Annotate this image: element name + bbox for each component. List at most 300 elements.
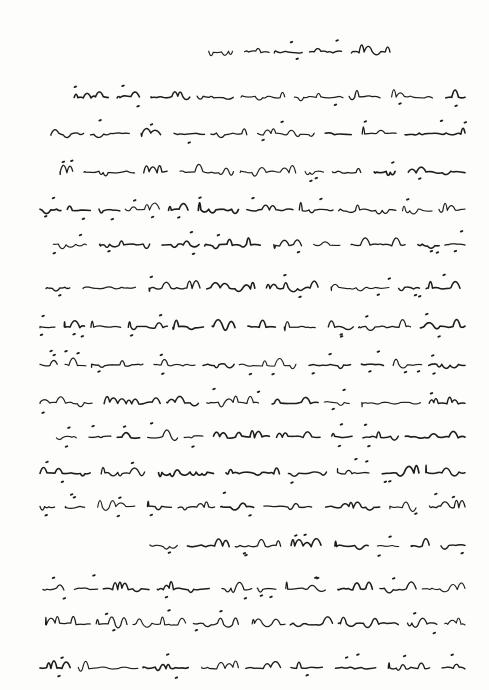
diacritic-dot (434, 633, 436, 634)
diacritic-dot (50, 351, 52, 352)
handwritten-word (91, 133, 130, 138)
handwritten-line (150, 535, 465, 556)
diacritic-dot (346, 657, 348, 658)
diacritic-dot (461, 231, 463, 232)
handwritten-word (445, 618, 465, 625)
handwritten-line (40, 459, 465, 483)
handwritten-word (125, 203, 159, 211)
handwritten-line (43, 575, 465, 599)
diacritic-dot (415, 513, 417, 514)
diacritic-dot (455, 251, 457, 252)
diacritic-dot (304, 535, 306, 536)
diacritic-dot (272, 374, 274, 375)
diacritic-dot (137, 106, 139, 107)
diacritic-dot (335, 105, 337, 106)
handwritten-word (128, 322, 167, 330)
handwritten-word (266, 281, 318, 292)
diacritic-dot (122, 86, 124, 87)
handwritten-word (211, 129, 247, 138)
handwritten-word (305, 171, 324, 174)
handwritten-word (99, 209, 120, 213)
diacritic-dot (393, 578, 395, 579)
diacritic-dot (59, 295, 61, 296)
handwritten-word (197, 96, 233, 99)
handwritten-word (148, 430, 178, 440)
diacritic-dot (42, 316, 44, 317)
diacritic-dot (199, 197, 201, 198)
diacritic-dot (66, 446, 68, 447)
diacritic-dot (71, 161, 73, 162)
diacritic-dot (62, 482, 64, 483)
diacritic-dot (151, 423, 153, 424)
handwritten-word (65, 358, 86, 366)
diacritic-dot (45, 216, 47, 217)
diacritic-dot (385, 482, 387, 483)
diacritic-dot (75, 87, 77, 88)
diacritic-dot (244, 553, 246, 554)
handwritten-word (405, 431, 465, 438)
handwritten-word (338, 582, 373, 590)
handwritten-word (241, 92, 285, 100)
handwritten-word (288, 472, 326, 476)
handwritten-word (411, 539, 429, 547)
handwritten-word (331, 284, 389, 290)
handwritten-word (40, 661, 70, 669)
diacritic-dot (167, 654, 169, 655)
handwritten-word (408, 167, 465, 174)
handwritten-word (338, 617, 398, 627)
diacritic-dot (169, 552, 171, 553)
handwritten-word (212, 320, 235, 331)
diacritic-dot (193, 254, 195, 255)
diacritic-dot (161, 355, 163, 356)
diacritic-dot (151, 277, 153, 278)
diacritic-dot (339, 446, 341, 447)
handwritten-word (78, 661, 138, 671)
handwritten-word (291, 539, 321, 547)
diacritic-dot (306, 675, 308, 676)
handwritten-word (326, 502, 380, 510)
handwritten-word (349, 91, 380, 100)
diacritic-dot (262, 140, 264, 141)
handwritten-line (40, 389, 465, 413)
diacritic-dot (93, 575, 95, 576)
handwritten-word (272, 397, 318, 404)
handwritten-word (351, 238, 405, 246)
handwritten-word (103, 582, 149, 591)
handwritten-word (151, 92, 190, 100)
diacritic-dot (431, 251, 433, 252)
handwritten-word (148, 501, 172, 509)
diacritic-dot (192, 446, 194, 447)
diacritic-dot (426, 314, 428, 315)
handwritten-word (274, 51, 302, 53)
handwritten-word (101, 468, 144, 476)
diacritic-dot (389, 536, 391, 537)
diacritic-dot (404, 656, 406, 657)
diacritic-dot (53, 198, 55, 199)
diacritic-dot (389, 278, 391, 279)
handwritten-word (117, 433, 139, 439)
diacritic-dot (320, 199, 322, 200)
diacritic-dot (53, 578, 55, 579)
handwritten-word (84, 171, 135, 176)
diacritic-dot (124, 426, 126, 427)
handwritten-word (91, 321, 121, 327)
diacritic-dot (407, 199, 409, 200)
handwritten-word (351, 45, 390, 55)
diacritic-dot (298, 252, 300, 253)
diacritic-dot (132, 463, 134, 464)
diacritic-dot (291, 42, 293, 43)
handwritten-word (314, 242, 340, 246)
handwritten-word (167, 396, 199, 405)
handwritten-word (328, 321, 353, 330)
handwritten-word (422, 583, 465, 592)
handwritten-line (53, 231, 465, 254)
handwritten-word (290, 617, 332, 627)
handwritten-line (46, 275, 460, 298)
diacritic-dot (451, 655, 453, 656)
handwritten-word (332, 169, 360, 174)
diacritic-dot (389, 481, 391, 482)
handwritten-word (40, 209, 61, 213)
handwritten-word (51, 130, 84, 138)
diacritic-dot (365, 121, 367, 122)
diacritic-dot (441, 121, 443, 122)
handwritten-word (284, 322, 315, 331)
diacritic-dot (162, 373, 164, 374)
diacritic-dot (191, 232, 193, 233)
handwritten-word (446, 90, 465, 98)
diacritic-dot (63, 162, 65, 163)
handwritten-word (439, 203, 465, 212)
diacritic-dot (336, 40, 338, 41)
diacritic-dot (433, 373, 435, 374)
handwritten-word (426, 282, 460, 289)
diacritic-dot (465, 122, 467, 123)
handwritten-word (339, 205, 396, 214)
diacritic-dot (299, 297, 301, 298)
diacritic-dot (134, 200, 136, 201)
diacritic-dot (343, 390, 345, 391)
diacritic-dot (245, 598, 247, 599)
handwritten-word (40, 467, 90, 475)
handwritten-word (214, 431, 270, 438)
handwritten-word (248, 320, 276, 327)
handwritten-word (187, 539, 229, 547)
handwritten-word (405, 128, 465, 135)
handwritten-word (429, 500, 465, 508)
handwritten-word (207, 283, 255, 292)
diacritic-dot (261, 595, 263, 596)
handwritten-word (98, 501, 135, 511)
handwritten-word (60, 165, 73, 174)
handwritten-word (89, 436, 111, 437)
diacritic-dot (245, 555, 247, 556)
handwritten-word (442, 664, 465, 669)
handwritten-word (96, 617, 127, 628)
handwritten-word (441, 545, 465, 549)
handwritten-word (40, 506, 55, 510)
diacritic-dot (108, 251, 110, 252)
handwritten-word (235, 539, 280, 546)
handwritten-word (198, 203, 238, 214)
handwritten-word (258, 129, 315, 137)
handwritten-word (64, 321, 84, 328)
handwritten-word (180, 164, 233, 175)
handwritten-word (209, 51, 233, 55)
handwritten-word (46, 616, 91, 624)
handwritten-word (359, 320, 411, 331)
diacritic-dot (74, 497, 76, 498)
diacritic-dot (218, 235, 220, 236)
handwritten-word (100, 241, 150, 248)
handwritten-word (332, 434, 352, 438)
diacritic-dot (312, 373, 314, 374)
diacritic-dot (368, 446, 370, 447)
handwritten-word (117, 92, 139, 98)
handwritten-word (178, 502, 215, 510)
diacritic-dot (46, 462, 48, 463)
handwritten-word (40, 360, 57, 365)
handwritten-word (390, 502, 416, 511)
handwritten-line (56, 423, 465, 447)
handwritten-line (40, 654, 465, 678)
handwritten-word (299, 203, 333, 213)
diacritic-dot (340, 334, 342, 335)
handwritten-word (246, 662, 281, 669)
diacritic-dot (73, 334, 75, 335)
handwritten-word (403, 206, 433, 214)
handwritten-word (43, 585, 64, 590)
diacritic-dot (378, 351, 380, 352)
handwritten-word (205, 238, 261, 249)
handwritten-word (144, 166, 167, 173)
diacritic-dot (196, 630, 198, 631)
handwritten-word (149, 281, 200, 292)
handwritten-word (310, 49, 342, 53)
handwritten-word (193, 618, 238, 627)
handwritten-word (221, 503, 254, 510)
diacritic-dot (99, 120, 101, 121)
handwritten-word (173, 320, 204, 329)
diacritic-dot (131, 335, 133, 336)
diacritic-dot (419, 296, 421, 297)
diacritic-dot (168, 610, 170, 611)
diacritic-dot (151, 124, 153, 125)
diacritic-dot (53, 355, 55, 356)
diacritic-dot (435, 494, 437, 495)
handwritten-word (363, 432, 398, 440)
diacritic-dot (41, 335, 43, 336)
handwritten-line (209, 40, 390, 59)
diacritic-dot (270, 597, 272, 598)
diacritic-dot (151, 515, 153, 516)
diacritic-dot (213, 389, 215, 390)
diacritic-dot (65, 351, 67, 352)
diacritic-dot (258, 392, 260, 393)
diacritic-dot (77, 353, 79, 354)
handwritten-word (324, 402, 349, 406)
diacritic-dot (392, 162, 394, 163)
handwritten-word (174, 133, 205, 134)
diacritic-dot (461, 553, 463, 554)
handwritten-word (74, 588, 97, 590)
handwritten-word (222, 582, 252, 592)
handwritten-word (247, 205, 293, 211)
handwritten-word (392, 90, 433, 98)
handwritten-word (150, 545, 177, 549)
handwritten-word (203, 364, 234, 368)
handwritten-word (184, 436, 203, 438)
handwritten-line (40, 351, 465, 375)
diacritic-dot (54, 253, 56, 254)
handwritten-word (336, 667, 376, 669)
handwritten-word (252, 619, 285, 627)
handwritten-word (445, 244, 465, 245)
handwritten-word (325, 133, 351, 135)
diacritic-dot (357, 654, 359, 655)
diacritic-dot (366, 316, 368, 317)
handwritten-word (291, 662, 322, 668)
diacritic-dot (152, 217, 154, 218)
diacritic-dot (112, 219, 114, 220)
handwritten-word (157, 582, 209, 593)
handwritten-word (286, 582, 326, 591)
handwritten-word (420, 320, 465, 329)
diacritic-dot (295, 535, 297, 536)
handwritten-word (309, 364, 351, 368)
handwritten-word (362, 402, 421, 407)
handwritten-word (56, 436, 76, 439)
handwritten-word (418, 244, 439, 248)
diacritic-dot (341, 424, 343, 425)
diacritic-dot (453, 497, 455, 498)
handwritten-word (65, 506, 84, 508)
diacritic-dot (252, 198, 254, 199)
handwritten-word (154, 359, 195, 365)
handwritten-word (207, 396, 259, 407)
diacritic-dot (160, 315, 162, 316)
handwritten-word (74, 92, 108, 98)
diacritic-dot (419, 178, 421, 179)
handwritten-word (374, 171, 395, 175)
handwritten-word (277, 432, 321, 438)
handwritten-word (141, 129, 160, 137)
diacritic-dot (378, 294, 380, 295)
diacritic-dot (284, 275, 286, 276)
handwritten-word (40, 397, 92, 407)
handwritten-word (426, 465, 465, 476)
diacritic-dot (405, 372, 407, 373)
handwritten-word (362, 127, 396, 134)
diacritic-dot (443, 275, 445, 276)
handwritten-word (380, 582, 416, 593)
diacritic-dot (437, 252, 439, 253)
diacritic-dot (118, 516, 120, 517)
diacritic-dot (98, 371, 100, 372)
diacritic-dot (341, 336, 343, 337)
diacritic-dot (365, 425, 367, 426)
diacritic-dot (431, 393, 433, 394)
diacritic-dot (113, 630, 115, 631)
diacritic-dot (281, 122, 283, 123)
diacritic-dot (310, 181, 312, 182)
handwritten-word (377, 546, 398, 547)
diacritic-dot (106, 614, 108, 615)
diacritic-dot (64, 598, 66, 599)
diacritic-dot (45, 515, 47, 516)
handwritten-word (67, 206, 90, 211)
diacritic-dot (291, 482, 293, 483)
diacritic-dot (432, 355, 434, 356)
handwritten-word (240, 166, 296, 177)
handwritten-word (408, 618, 437, 627)
handwritten-word (162, 241, 199, 247)
diacritic-dot (455, 106, 457, 107)
diacritic-dot (92, 426, 94, 427)
handwritten-word (361, 364, 383, 365)
diacritic-dot (415, 295, 417, 296)
handwritten-line (46, 610, 465, 633)
handwritten-word (338, 469, 369, 474)
handwritten-word (294, 93, 343, 100)
handwritten-word (92, 361, 143, 368)
diacritic-dot (71, 494, 73, 495)
handwritten-word (393, 359, 422, 368)
handwritten-line (60, 161, 465, 182)
handwritten-word (245, 49, 270, 53)
diacritic-dot (369, 371, 371, 372)
handwritten-line (51, 120, 466, 143)
diacritic-dot (316, 178, 318, 179)
handwritten-line (40, 314, 465, 337)
diacritic-dot (42, 412, 44, 413)
handwritten-word (399, 287, 420, 291)
diacritic-dot (355, 459, 357, 460)
handwritten-word (133, 617, 186, 627)
diacritic-dot (83, 219, 85, 220)
handwritten-word (53, 244, 86, 249)
diacritic-dot (82, 336, 84, 337)
diacritic-dot (296, 59, 298, 60)
handwritten-word (83, 287, 136, 289)
handwritten-word (226, 468, 279, 475)
diacritic-dot (58, 676, 60, 677)
diacritic-dot (166, 597, 168, 598)
handwritten-word (264, 504, 312, 510)
diacritic-dot (61, 657, 63, 658)
handwritten-line (40, 197, 465, 219)
handwritten-word (202, 661, 239, 669)
diacritic-dot (250, 374, 252, 375)
handwritten-word (382, 466, 419, 476)
handwritten-word (46, 287, 70, 291)
diacritic-dot (414, 613, 416, 614)
handwritten-word (169, 204, 189, 211)
handwritten-word (159, 470, 214, 477)
handwritten-word (274, 240, 302, 248)
diacritic-dot (188, 142, 190, 143)
diacritic-dot (220, 611, 222, 612)
diacritic-dot (378, 555, 380, 556)
diacritic-dot (119, 497, 121, 498)
diacritic-dot (332, 409, 334, 410)
handwritten-line (74, 86, 465, 107)
diacritic-dot (418, 371, 420, 372)
handwritten-word (257, 588, 276, 592)
